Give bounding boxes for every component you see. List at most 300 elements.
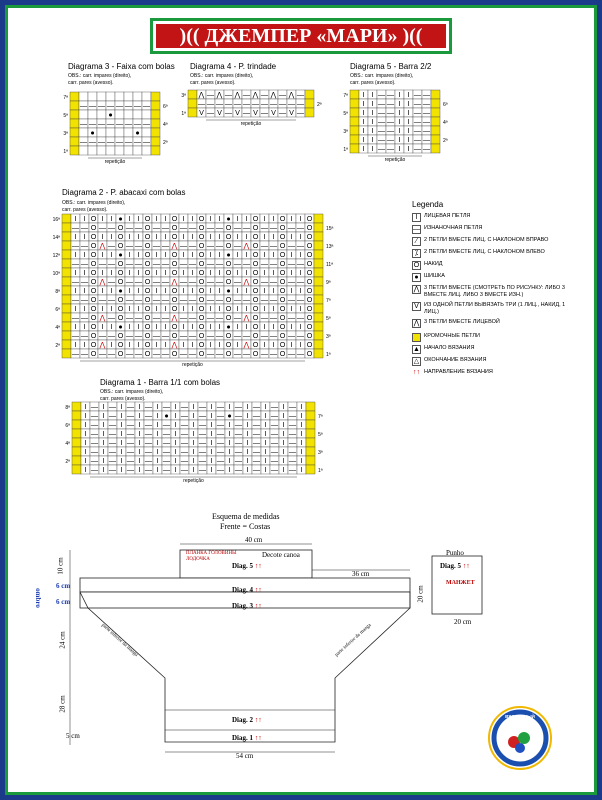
- legend-text: НАКИД: [424, 261, 443, 267]
- stitch-symbol: —: [288, 465, 297, 475]
- stitch-symbol: V: [217, 108, 222, 118]
- schema-h6a: 6 cm: [56, 582, 71, 590]
- chart-cell: [306, 456, 315, 465]
- stitch-symbol: I: [290, 232, 293, 242]
- row-number: 5ª: [326, 316, 331, 323]
- legend-item: [412, 333, 572, 342]
- stitch-symbol: I: [398, 108, 401, 118]
- stitch-symbol: I: [272, 232, 275, 242]
- chart-cell: [70, 128, 79, 137]
- stitch-symbol: —: [270, 402, 279, 412]
- schema-diag4: [232, 586, 262, 594]
- legend-symbol: V: [412, 302, 421, 311]
- stitch-symbol: I: [245, 232, 248, 242]
- stitch-symbol: —: [206, 349, 215, 359]
- stitch-symbol: O: [306, 313, 313, 323]
- row-number: 4ª: [163, 122, 168, 129]
- page-title-box: [150, 18, 452, 54]
- stitch-symbol: I: [263, 340, 266, 350]
- stitch-symbol: —: [180, 411, 189, 421]
- stitch-symbol: —: [287, 331, 296, 341]
- stitch-symbol: I: [272, 322, 275, 332]
- row-number: 2ª: [55, 343, 60, 350]
- stitch-symbol: O: [252, 304, 259, 314]
- stitch-symbol: I: [218, 340, 221, 350]
- stitch-symbol: I: [138, 438, 141, 448]
- row-number: 5ª: [63, 113, 68, 120]
- stitch-symbol: O: [90, 214, 97, 224]
- row-number: 5ª: [318, 432, 323, 439]
- stitch-symbol: O: [90, 322, 97, 332]
- diagram-3-obs: [68, 73, 131, 87]
- stitch-symbol: —: [233, 241, 242, 251]
- diagram-2-obs-2: carr. pares (avesso).: [62, 207, 108, 213]
- stitch-symbol: I: [84, 447, 87, 457]
- stitch-symbol: —: [260, 349, 269, 359]
- stitch-symbol: O: [90, 304, 97, 314]
- chart-cell: [88, 110, 97, 119]
- stitch-symbol: O: [306, 340, 313, 350]
- stitch-symbol: —: [133, 101, 142, 111]
- schema-w54: 54 cm: [236, 752, 254, 760]
- schema-diag1-label: Diag. 1: [232, 734, 253, 742]
- stitch-symbol: —: [125, 277, 134, 287]
- stitch-symbol: —: [97, 137, 106, 147]
- stitch-symbol: ⋀: [270, 90, 277, 100]
- stitch-symbol: —: [80, 259, 89, 269]
- stitch-symbol: —: [260, 90, 269, 100]
- stitch-symbol: —: [242, 295, 251, 305]
- stitch-symbol: I: [120, 438, 123, 448]
- stitch-symbol: I: [182, 304, 185, 314]
- chart-cell: [88, 146, 97, 155]
- stitch-symbol: ●: [118, 250, 123, 260]
- stitch-symbol: O: [279, 232, 286, 242]
- chart-cell: [314, 259, 323, 268]
- measurement-schema: [40, 530, 490, 760]
- legend-text: ИЗНАНОЧНАЯ ПЕТЛЯ: [424, 225, 483, 231]
- stitch-symbol: O: [306, 214, 313, 224]
- schema-h5: 5 cm: [66, 732, 80, 740]
- chart-cell: [306, 402, 315, 411]
- stitch-symbol: —: [124, 101, 133, 111]
- stitch-symbol: I: [264, 456, 267, 466]
- stitch-symbol: —: [287, 277, 296, 287]
- stitch-symbol: —: [98, 349, 107, 359]
- stitch-symbol: —: [161, 313, 170, 323]
- stitch-symbol: ●: [135, 128, 140, 138]
- stitch-symbol: —: [108, 456, 117, 466]
- stitch-symbol: —: [386, 117, 395, 127]
- stitch-symbol: I: [138, 411, 141, 421]
- schema-h28: 28 cm: [58, 695, 67, 713]
- chart-cell: [314, 241, 323, 250]
- stitch-symbol: I: [120, 402, 123, 412]
- stitch-symbol: I: [102, 438, 105, 448]
- chart-cell: [431, 126, 440, 135]
- stitch-symbol: O: [198, 304, 205, 314]
- chart-cell: [106, 128, 115, 137]
- stitch-symbol: —: [233, 331, 242, 341]
- stitch-symbol: I: [282, 429, 285, 439]
- stitch-symbol: O: [225, 223, 232, 233]
- stitch-symbol: —: [90, 438, 99, 448]
- diagram-2-obs-1: OBS.: carr. impares (direito),: [62, 200, 126, 206]
- stitch-symbol: I: [84, 456, 87, 466]
- schema-w20: 20 cm: [454, 618, 472, 626]
- stitch-symbol: —: [125, 295, 134, 305]
- legend-text: КРОМОЧНЫЕ ПЕТЛИ: [424, 333, 480, 339]
- schema-diag4-label: Diag. 4: [232, 586, 253, 594]
- stitch-symbol: I: [362, 90, 365, 100]
- stitch-symbol: I: [138, 456, 141, 466]
- stitch-symbol: I: [164, 250, 167, 260]
- stitch-symbol: —: [377, 117, 386, 127]
- chart-cell: [97, 128, 106, 137]
- stitch-symbol: I: [263, 304, 266, 314]
- stitch-symbol: O: [279, 259, 286, 269]
- stitch-symbol: —: [234, 411, 243, 421]
- legend-text: ОКОНЧАНИЕ ВЯЗАНИЯ: [424, 357, 487, 363]
- stitch-symbol: —: [206, 259, 215, 269]
- row-number: 3ª: [63, 131, 68, 138]
- stitch-symbol: I: [282, 402, 285, 412]
- stitch-symbol: —: [215, 259, 224, 269]
- stitch-symbol: I: [192, 402, 195, 412]
- stitch-symbol: —: [413, 117, 422, 127]
- stitch-symbol: —: [188, 277, 197, 287]
- stitch-symbol: —: [206, 331, 215, 341]
- stitch-symbol: I: [101, 232, 104, 242]
- stitch-symbol: V: [289, 108, 294, 118]
- stitch-symbol: O: [306, 322, 313, 332]
- stitch-symbol: I: [156, 420, 159, 430]
- stitch-symbol: I: [138, 402, 141, 412]
- stitch-symbol: —: [188, 349, 197, 359]
- stitch-symbol: —: [422, 135, 431, 145]
- chart-cell: [72, 447, 81, 456]
- chart-cell: [314, 223, 323, 232]
- stitch-symbol: I: [299, 304, 302, 314]
- row-number: 1ª: [63, 149, 68, 156]
- stitch-symbol: I: [290, 250, 293, 260]
- chart-cell: [97, 92, 106, 101]
- chart-cell: [133, 146, 142, 155]
- chart-cell: [314, 322, 323, 331]
- stitch-symbol: O: [117, 331, 124, 341]
- stitch-symbol: —: [269, 295, 278, 305]
- diagram-5-obs-1: OBS.: carr. impares (direito),: [350, 73, 414, 79]
- stitch-symbol: —: [107, 349, 116, 359]
- stitch-symbol: —: [179, 313, 188, 323]
- stitch-symbol: —: [152, 277, 161, 287]
- stitch-symbol: O: [252, 268, 259, 278]
- diagram-3-title: Diagrama 3 - Faixa com bolas: [68, 62, 175, 71]
- stitch-symbol: O: [117, 241, 124, 251]
- stitch-symbol: —: [126, 438, 135, 448]
- stitch-symbol: O: [225, 232, 232, 242]
- legend-text: 2 ПЕТЛИ ВМЕСТЕ ЛИЦ. С НАКЛОНОМ ВЛЕВО: [424, 249, 545, 255]
- stitch-symbol: O: [306, 286, 313, 296]
- stitch-symbol: O: [198, 349, 205, 359]
- stitch-symbol: O: [279, 295, 286, 305]
- stitch-symbol: —: [270, 447, 279, 457]
- stitch-symbol: —: [287, 295, 296, 305]
- stitch-symbol: —: [413, 108, 422, 118]
- legend-symbol: ▲: [413, 346, 420, 353]
- row-number: 4ª: [55, 325, 60, 332]
- chart-cell: [431, 117, 440, 126]
- stitch-symbol: V: [271, 108, 276, 118]
- repetition-label: repetição: [104, 159, 126, 165]
- chart-cell: [79, 146, 88, 155]
- schema-h10: 10 cm: [56, 557, 65, 575]
- stitch-symbol: —: [215, 241, 224, 251]
- stitch-symbol: —: [269, 331, 278, 341]
- chart-cell: [62, 214, 71, 223]
- stitch-symbol: I: [299, 268, 302, 278]
- stitch-symbol: ⋀: [216, 90, 223, 100]
- stitch-symbol: —: [115, 137, 124, 147]
- stitch-symbol: —: [234, 456, 243, 466]
- stitch-symbol: —: [215, 277, 224, 287]
- stitch-symbol: O: [144, 214, 151, 224]
- stitch-symbol: —: [162, 420, 171, 430]
- stitch-symbol: —: [386, 126, 395, 136]
- stitch-symbol: I: [101, 322, 104, 332]
- stitch-symbol: —: [422, 108, 431, 118]
- stitch-symbol: O: [225, 304, 232, 314]
- stitch-symbol: I: [209, 304, 212, 314]
- stitch-symbol: O: [171, 214, 178, 224]
- legend-symbol: ⁒: [412, 249, 421, 258]
- stitch-symbol: I: [218, 214, 221, 224]
- stitch-symbol: I: [245, 286, 248, 296]
- row-number: 13ª: [326, 244, 334, 251]
- legend-text: ШИШКА: [424, 273, 445, 279]
- stitch-symbol: —: [188, 331, 197, 341]
- stitch-symbol: I: [263, 214, 266, 224]
- stitch-symbol: O: [144, 250, 151, 260]
- stitch-symbol: —: [152, 331, 161, 341]
- stitch-symbol: —: [125, 223, 134, 233]
- stitch-symbol: —: [179, 277, 188, 287]
- stitch-symbol: I: [101, 268, 104, 278]
- schema-diag5: [232, 562, 262, 570]
- chart-cell: [106, 146, 115, 155]
- stitch-symbol: —: [134, 349, 143, 359]
- legend-text: НАЧАЛО ВЯЗАНИЯ: [424, 345, 475, 351]
- stitch-symbol: I: [128, 286, 131, 296]
- row-number: 6ª: [65, 423, 70, 430]
- stitch-symbol: —: [108, 411, 117, 421]
- stitch-symbol: I: [371, 99, 374, 109]
- chart-cell: [62, 313, 71, 322]
- chart-cell: [431, 108, 440, 117]
- stitch-symbol: I: [407, 99, 410, 109]
- stitch-symbol: —: [422, 90, 431, 100]
- chart-cell: [142, 92, 151, 101]
- stitch-symbol: O: [198, 340, 205, 350]
- legend-symbol: [412, 333, 421, 342]
- legend-text: 3 ПЕТЛИ ВМЕСТЕ ЛИЦЕВОЙ: [424, 319, 500, 325]
- stitch-symbol: I: [182, 322, 185, 332]
- schema-subtitle: Frente = Costas: [220, 522, 271, 531]
- stitch-symbol: O: [279, 304, 286, 314]
- stitch-symbol: I: [101, 304, 104, 314]
- stitch-symbol: —: [216, 429, 225, 439]
- stitch-symbol: I: [228, 456, 231, 466]
- stitch-symbol: I: [128, 268, 131, 278]
- chart-cell: [314, 340, 323, 349]
- stitch-symbol: I: [210, 420, 213, 430]
- stitch-symbol: —: [144, 420, 153, 430]
- stitch-symbol: I: [210, 429, 213, 439]
- stitch-symbol: I: [371, 108, 374, 118]
- stitch-symbol: —: [260, 259, 269, 269]
- stitch-symbol: I: [101, 214, 104, 224]
- stitch-symbol: O: [198, 286, 205, 296]
- stitch-symbol: —: [125, 259, 134, 269]
- stitch-symbol: —: [108, 438, 117, 448]
- stitch-symbol: O: [117, 268, 124, 278]
- stitch-symbol: ●: [108, 110, 113, 120]
- stitch-symbol: O: [171, 331, 178, 341]
- stitch-symbol: —: [124, 137, 133, 147]
- stitch-symbol: —: [161, 241, 170, 251]
- stitch-symbol: —: [251, 99, 260, 109]
- stitch-symbol: I: [210, 438, 213, 448]
- stitch-symbol: —: [287, 349, 296, 359]
- stitch-symbol: I: [236, 322, 239, 332]
- stitch-symbol: ●: [164, 411, 169, 421]
- stitch-symbol: O: [279, 241, 286, 251]
- stitch-symbol: —: [71, 295, 80, 305]
- stitch-symbol: I: [191, 304, 194, 314]
- row-number: 1ª: [343, 147, 348, 154]
- stitch-symbol: —: [296, 99, 305, 109]
- stitch-symbol: I: [209, 340, 212, 350]
- stitch-symbol: O: [279, 349, 286, 359]
- stitch-symbol: —: [71, 313, 80, 323]
- stitch-symbol: I: [138, 465, 141, 475]
- stitch-symbol: —: [386, 135, 395, 145]
- stitch-symbol: O: [306, 232, 313, 242]
- chart-cell: [142, 110, 151, 119]
- chart-cell: [188, 90, 197, 99]
- stitch-symbol: —: [269, 223, 278, 233]
- stitch-symbol: O: [198, 331, 205, 341]
- stitch-symbol: —: [98, 295, 107, 305]
- stitch-symbol: —: [180, 420, 189, 430]
- stitch-symbol: —: [134, 313, 143, 323]
- legend-symbol: ⋀: [413, 286, 420, 293]
- stitch-symbol: I: [120, 456, 123, 466]
- stitch-symbol: O: [225, 295, 232, 305]
- stitch-symbol: I: [174, 420, 177, 430]
- stitch-symbol: I: [156, 465, 159, 475]
- stitch-symbol: I: [362, 117, 365, 127]
- site-watermark: PassionForum.ru: [517, 781, 594, 792]
- stitch-symbol: —: [80, 241, 89, 251]
- diagram-4-chart: [178, 86, 338, 146]
- schema-punho-diag5: [440, 562, 470, 570]
- stitch-symbol: O: [171, 322, 178, 332]
- stitch-symbol: I: [246, 420, 249, 430]
- stitch-symbol: I: [137, 250, 140, 260]
- stitch-symbol: I: [407, 126, 410, 136]
- stitch-symbol: I: [300, 438, 303, 448]
- stitch-symbol: —: [198, 447, 207, 457]
- stitch-symbol: I: [156, 429, 159, 439]
- diagram-4-obs: [190, 73, 253, 87]
- stitch-symbol: —: [224, 108, 233, 118]
- chart-cell: [151, 92, 160, 101]
- stitch-symbol: I: [272, 340, 275, 350]
- chart-cell: [62, 295, 71, 304]
- stitch-symbol: —: [106, 119, 115, 129]
- stitch-symbol: O: [171, 223, 178, 233]
- stitch-symbol: I: [282, 447, 285, 457]
- stitch-symbol: —: [80, 313, 89, 323]
- stitch-symbol: I: [128, 214, 131, 224]
- stitch-symbol: —: [126, 456, 135, 466]
- stitch-symbol: I: [155, 322, 158, 332]
- legend-text: ИЗ ОДНОЙ ПЕТЛИ ВЫВЯЗАТЬ ТРИ (1 ЛИЦ., НАКИД, 1 ЛИЦ.): [424, 302, 566, 315]
- stitch-symbol: I: [264, 429, 267, 439]
- chart-cell: [314, 349, 323, 358]
- stitch-symbol: —: [126, 420, 135, 430]
- stitch-symbol: —: [206, 90, 215, 100]
- stitch-symbol: —: [152, 313, 161, 323]
- stitch-symbol: I: [110, 340, 113, 350]
- stitch-symbol: O: [117, 340, 124, 350]
- stitch-symbol: O: [117, 232, 124, 242]
- chart-cell: [314, 304, 323, 313]
- stitch-symbol: —: [270, 456, 279, 466]
- stitch-symbol: —: [134, 295, 143, 305]
- stitch-symbol: I: [191, 250, 194, 260]
- stitch-symbol: I: [102, 465, 105, 475]
- stitch-symbol: —: [79, 119, 88, 129]
- stitch-symbol: I: [209, 268, 212, 278]
- chart-cell: [70, 92, 79, 101]
- stitch-symbol: O: [252, 214, 259, 224]
- row-number: 5ª: [343, 111, 348, 118]
- stitch-symbol: —: [270, 465, 279, 475]
- stitch-symbol: I: [192, 465, 195, 475]
- stitch-symbol: O: [144, 241, 151, 251]
- chart-cell: [151, 110, 160, 119]
- schema-diag3-arrows: ↑↑: [254, 602, 262, 610]
- stitch-symbol: O: [90, 223, 97, 233]
- stitch-symbol: I: [137, 232, 140, 242]
- stitch-symbol: O: [306, 268, 313, 278]
- diagram-5-obs: [350, 73, 413, 87]
- schema-h20: 20 cm: [416, 585, 425, 603]
- stitch-symbol: —: [296, 90, 305, 100]
- diagram-3-chart: [60, 88, 168, 193]
- stitch-symbol: —: [413, 90, 422, 100]
- chart-cell: [62, 259, 71, 268]
- stitch-symbol: O: [171, 250, 178, 260]
- stitch-symbol: O: [306, 241, 313, 251]
- stitch-symbol: —: [215, 331, 224, 341]
- stitch-symbol: I: [102, 402, 105, 412]
- stitch-symbol: —: [242, 90, 251, 100]
- stitch-symbol: —: [233, 259, 242, 269]
- stitch-symbol: —: [90, 420, 99, 430]
